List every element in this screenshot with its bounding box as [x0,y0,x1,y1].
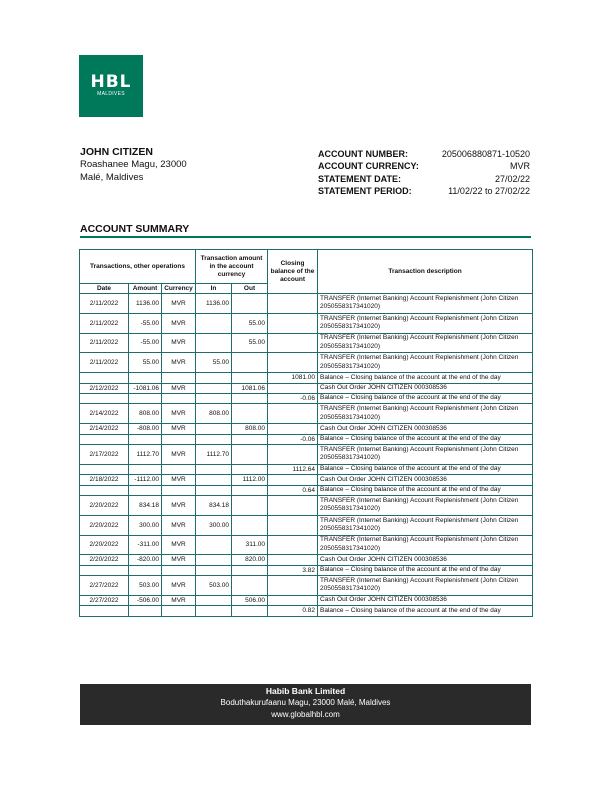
cell-amount: 55.00 [129,353,162,373]
cell-in [196,383,232,393]
cell-in [196,475,232,485]
cell-description: TRANSFER (Internet Banking) Account Replenishment (John Citizen 2050558317341020) [318,535,533,555]
cell-currency: MVR [162,535,196,555]
table-row [80,464,533,474]
cell-in [196,565,232,575]
transactions-table [79,249,533,617]
cell-closing-balance [268,383,318,393]
cell-amount [129,393,162,403]
account-currency-row [318,160,530,172]
cell-closing-balance: 1112.64 [268,464,318,474]
cell-out [232,576,268,596]
cell-description: Balance – Closing balance of the account at the end of the day [318,393,533,403]
table-row [80,595,533,605]
cell-date [80,606,129,616]
cell-in [196,464,232,474]
cell-amount: -808.00 [129,424,162,434]
cell-date: 2/11/2022 [80,353,129,373]
cell-description: Cash Out Order JOHN CITIZEN 000308536 [318,595,533,605]
cell-out [232,393,268,403]
cell-date [80,485,129,495]
cell-date: 2/17/2022 [80,444,129,464]
account-currency-value: MVR [510,161,530,172]
cell-closing-balance: -0.06 [268,434,318,444]
cell-out [232,353,268,373]
table-row [80,576,533,596]
account-details [318,148,530,197]
cell-closing-balance: 0.82 [268,606,318,616]
cell-date: 2/14/2022 [80,424,129,434]
bank-logo [79,55,143,117]
cell-description: TRANSFER (Internet Banking) Account Replenishment (John Citizen 2050558317341020) [318,576,533,596]
cell-date: 2/20/2022 [80,515,129,535]
cell-currency: MVR [162,353,196,373]
account-currency-label: ACCOUNT CURRENCY: [318,161,419,172]
cell-closing-balance [268,424,318,434]
cell-amount: 300.00 [129,515,162,535]
cell-out [232,444,268,464]
cell-in [196,606,232,616]
cell-in: 300.00 [196,515,232,535]
statement-period-value: 11/02/22 to 27/02/22 [448,185,530,196]
cell-in [196,313,232,333]
table-row [80,383,533,393]
cell-date: 2/27/2022 [80,595,129,605]
cell-closing-balance [268,333,318,353]
statement-period-label: STATEMENT PERIOD: [318,185,412,196]
cell-closing-balance [268,475,318,485]
header-out: Out [232,284,268,294]
table-row [80,475,533,485]
cell-description: Cash Out Order JOHN CITIZEN 000308536 [318,424,533,434]
header-currency: Currency [162,284,196,294]
cell-description: TRANSFER (Internet Banking) Account Replenishment (John Citizen 2050558317341020) [318,333,533,353]
cell-amount: -1081.06 [129,383,162,393]
cell-out [232,464,268,474]
cell-date: 2/20/2022 [80,495,129,515]
cell-in: 808.00 [196,404,232,424]
cell-amount: 834.18 [129,495,162,515]
table-row [80,333,533,353]
cell-currency: MVR [162,515,196,535]
cell-amount: 808.00 [129,404,162,424]
header-transactions-ops: Transactions, other operations [80,250,196,284]
cell-out: 808.00 [232,424,268,434]
account-summary-title: ACCOUNT SUMMARY [80,223,190,235]
cell-closing-balance [268,595,318,605]
table-row [80,434,533,444]
table-row [80,515,533,535]
cell-currency: MVR [162,294,196,314]
customer-name: JOHN CITIZEN [80,146,153,158]
table-row [80,393,533,403]
bank-footer [80,684,531,725]
cell-out [232,495,268,515]
cell-amount [129,606,162,616]
table-row [80,535,533,555]
transactions-body [80,294,533,617]
cell-out: 55.00 [232,333,268,353]
cell-closing-balance: 1081.00 [268,373,318,383]
cell-description: TRANSFER (Internet Banking) Account Replenishment (John Citizen 2050558317341020) [318,313,533,333]
cell-description: Balance – Closing balance of the account at the end of the day [318,565,533,575]
header-amount: Amount [129,284,162,294]
table-row [80,353,533,373]
cell-amount [129,434,162,444]
cell-closing-balance [268,313,318,333]
cell-in [196,333,232,353]
cell-currency: MVR [162,404,196,424]
cell-amount: -55.00 [129,333,162,353]
customer-address-line2: Malé, Maldives [80,171,144,183]
cell-date [80,373,129,383]
cell-out: 1081.06 [232,383,268,393]
cell-in [196,555,232,565]
footer-bank-name: Habib Bank Limited [265,686,346,696]
cell-in: 55.00 [196,353,232,373]
cell-description: Cash Out Order JOHN CITIZEN 000308536 [318,383,533,393]
header-in: In [196,284,232,294]
header-description: Transaction description [318,250,533,294]
cell-date: 2/11/2022 [80,313,129,333]
table-row [80,606,533,616]
cell-in: 1112.70 [196,444,232,464]
cell-date [80,565,129,575]
cell-description: Cash Out Order JOHN CITIZEN 000308536 [318,475,533,485]
cell-amount [129,373,162,383]
cell-amount: -55.00 [129,313,162,333]
cell-out: 506.00 [232,595,268,605]
cell-description: TRANSFER (Internet Banking) Account Replenishment (John Citizen 2050558317341020) [318,515,533,535]
cell-amount: 503.00 [129,576,162,596]
cell-amount: -506.00 [129,595,162,605]
cell-amount [129,464,162,474]
cell-out [232,485,268,495]
cell-closing-balance [268,495,318,515]
cell-closing-balance [268,576,318,596]
cell-amount [129,485,162,495]
cell-date [80,393,129,403]
cell-amount: 1136.00 [129,294,162,314]
account-number-label: ACCOUNT NUMBER: [318,149,408,159]
cell-currency: MVR [162,576,196,596]
cell-out [232,515,268,535]
cell-out: 820.00 [232,555,268,565]
cell-closing-balance [268,294,318,314]
table-row [80,404,533,424]
table-row [80,294,533,314]
cell-description: TRANSFER (Internet Banking) Account Replenishment (John Citizen 2050558317341020) [318,404,533,424]
cell-out: 55.00 [232,313,268,333]
table-row [80,495,533,515]
cell-out [232,404,268,424]
cell-out [232,373,268,383]
cell-description: Cash Out Order JOHN CITIZEN 000308536 [318,555,533,565]
cell-closing-balance [268,404,318,424]
cell-currency: MVR [162,424,196,434]
cell-currency: MVR [162,444,196,464]
cell-date: 2/12/2022 [80,383,129,393]
statement-period-row [318,185,530,197]
cell-in: 1136.00 [196,294,232,314]
table-header-row [80,250,533,284]
table-row [80,373,533,383]
cell-out [232,606,268,616]
cell-description: Balance – Closing balance of the account at the end of the day [318,434,533,444]
table-row [80,313,533,333]
cell-closing-balance [268,555,318,565]
cell-currency: MVR [162,313,196,333]
cell-out [232,434,268,444]
cell-in [196,424,232,434]
cell-currency [162,606,196,616]
cell-in [196,485,232,495]
cell-description: Balance – Closing balance of the account at the end of the day [318,606,533,616]
cell-date: 2/11/2022 [80,333,129,353]
cell-in [196,434,232,444]
cell-currency: MVR [162,333,196,353]
cell-in: 834.18 [196,495,232,515]
cell-currency: MVR [162,495,196,515]
header-amount-group: Transaction amount in the account currency [196,250,268,284]
cell-currency [162,565,196,575]
cell-date: 2/14/2022 [80,404,129,424]
cell-in: 503.00 [196,576,232,596]
footer-website: www.globalhbl.com [271,710,340,719]
cell-date [80,434,129,444]
cell-description: TRANSFER (Internet Banking) Account Replenishment (John Citizen 2050558317341020) [318,444,533,464]
cell-description: TRANSFER (Internet Banking) Account Replenishment (John Citizen 2050558317341020) [318,495,533,515]
header-closing-balance: Closing balance of the account [268,250,318,294]
cell-amount: 1112.70 [129,444,162,464]
cell-currency [162,373,196,383]
table-row [80,424,533,434]
cell-in [196,393,232,403]
table-row [80,444,533,464]
cell-currency [162,393,196,403]
table-row [80,565,533,575]
cell-currency: MVR [162,555,196,565]
footer-address: Boduthakurufaanu Magu, 23000 Malé, Maldives [220,698,391,707]
table-row [80,485,533,495]
cell-date [80,464,129,474]
cell-description: Balance – Closing balance of the account at the end of the day [318,464,533,474]
logo-mark: HBL [90,72,132,92]
account-number-row [318,148,530,160]
logo-subtitle: MALDIVES [97,91,125,97]
table-row [80,555,533,565]
cell-closing-balance: 3.82 [268,565,318,575]
cell-description: Balance – Closing balance of the account at the end of the day [318,373,533,383]
customer-block [80,146,187,184]
cell-currency [162,464,196,474]
cell-in [196,373,232,383]
cell-closing-balance [268,444,318,464]
cell-date: 2/27/2022 [80,576,129,596]
cell-closing-balance [268,535,318,555]
cell-closing-balance [268,353,318,373]
cell-currency [162,434,196,444]
cell-closing-balance [268,515,318,535]
cell-closing-balance: -0.06 [268,393,318,403]
cell-out: 311.00 [232,535,268,555]
cell-description: TRANSFER (Internet Banking) Account Replenishment (John Citizen 2050558317341020) [318,294,533,314]
cell-date: 2/20/2022 [80,535,129,555]
cell-amount [129,565,162,575]
cell-currency [162,485,196,495]
cell-description: TRANSFER (Internet Banking) Account Replenishment (John Citizen 2050558317341020) [318,353,533,373]
summary-divider [80,236,531,238]
statement-date-label: STATEMENT DATE: [318,173,401,184]
cell-amount: -311.00 [129,535,162,555]
cell-in [196,595,232,605]
cell-currency: MVR [162,475,196,485]
cell-description: Balance – Closing balance of the account at the end of the day [318,485,533,495]
cell-out [232,565,268,575]
cell-out [232,294,268,314]
statement-date-value: 27/02/22 [494,173,530,184]
cell-date: 2/20/2022 [80,555,129,565]
header-date: Date [80,284,129,294]
cell-out: 1112.00 [232,475,268,485]
account-number-value: 205006880871-10520 [441,149,530,159]
cell-closing-balance: 0.64 [268,485,318,495]
cell-currency: MVR [162,595,196,605]
cell-in [196,535,232,555]
cell-amount: -1112.00 [129,475,162,485]
cell-amount: -820.00 [129,555,162,565]
cell-currency: MVR [162,383,196,393]
statement-date-row [318,173,530,185]
cell-date: 2/18/2022 [80,475,129,485]
customer-address-line1: Roashanee Magu, 23000 [80,159,187,170]
cell-date: 2/11/2022 [80,294,129,314]
